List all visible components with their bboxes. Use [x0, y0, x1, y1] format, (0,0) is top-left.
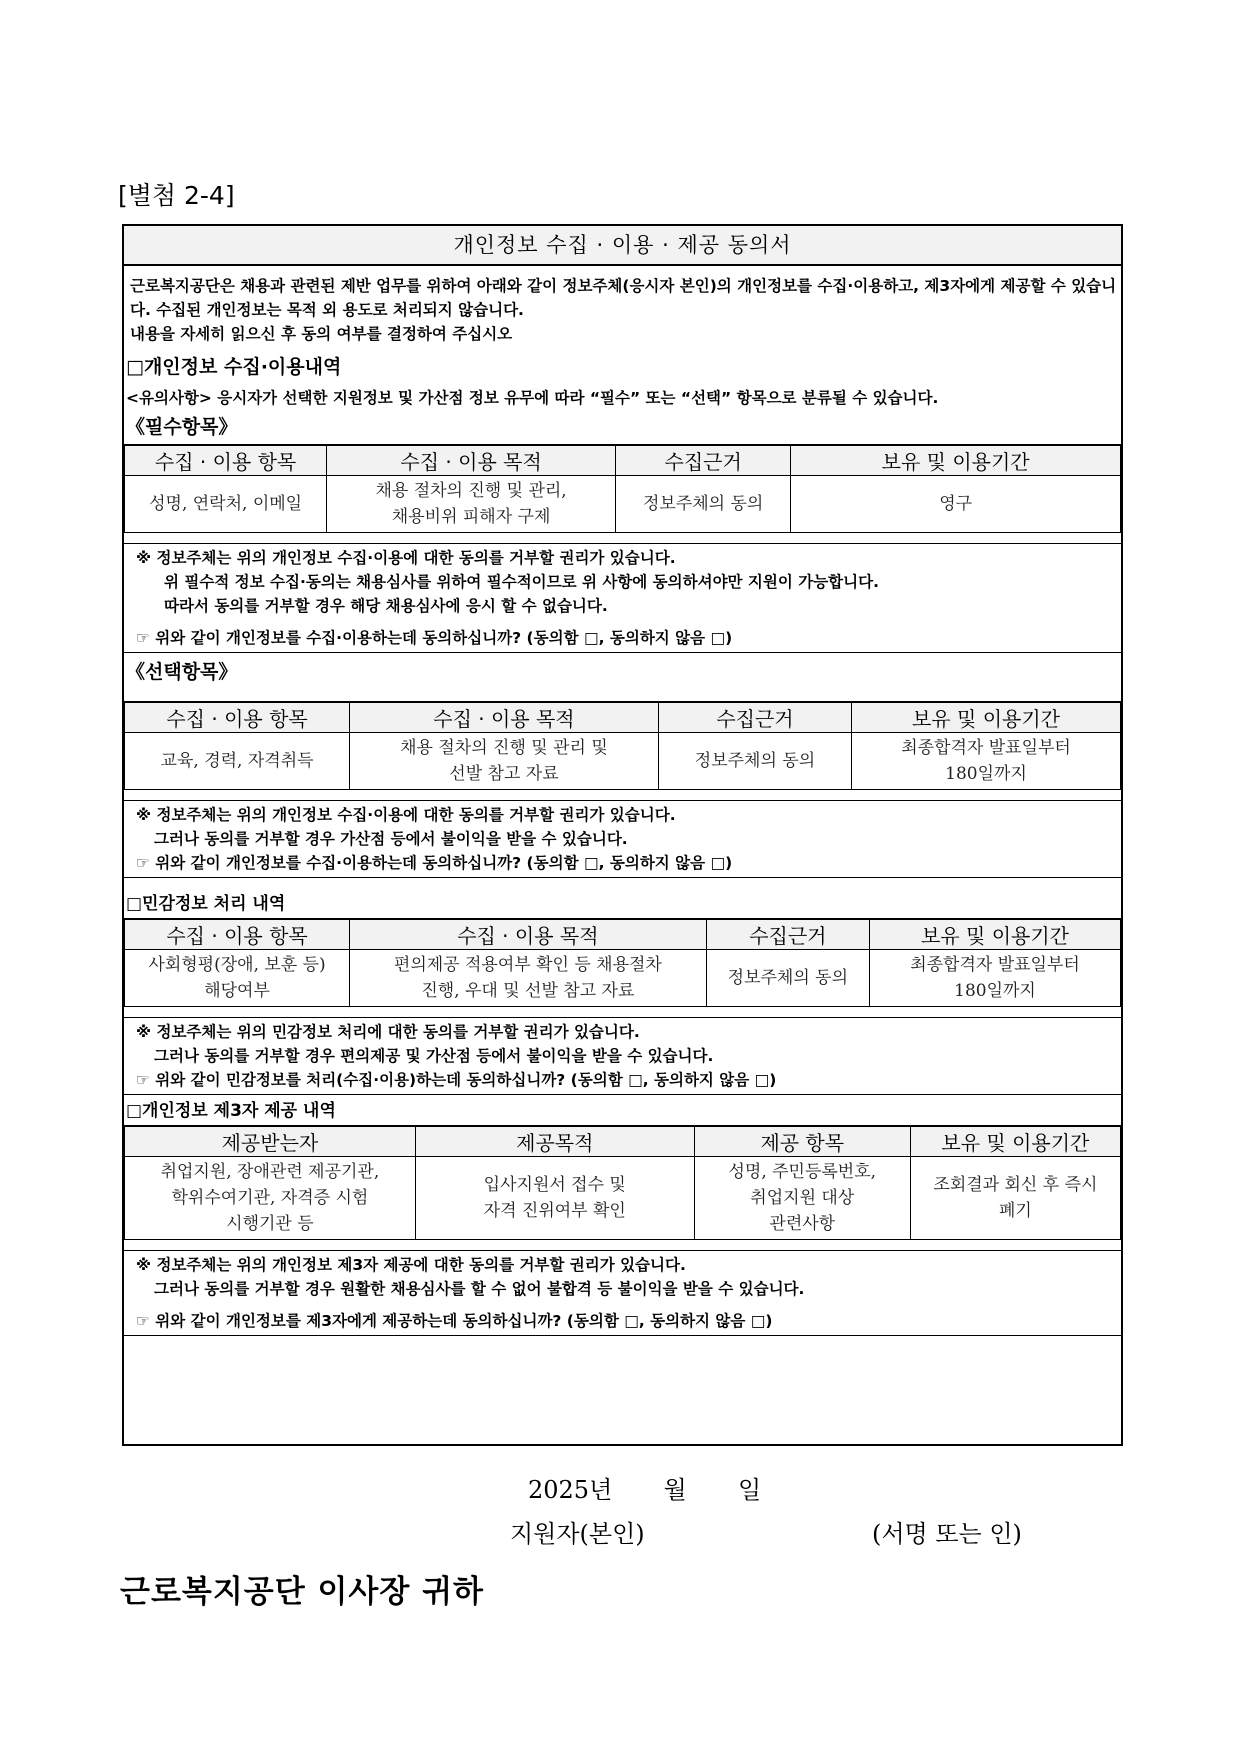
required-table: [124, 444, 1121, 533]
consent-right-notice: ※ 정보주체는 위의 개인정보 제3자 제공에 대한 동의를 거부할 권리가 있습니다.: [136, 1256, 686, 1274]
consent-detail: 그러나 동의를 거부할 경우 원활한 채용심사를 할 수 없어 불합격 등 불이익을 받을 수 있습니다.: [154, 1280, 805, 1298]
cell-period-line: 폐기: [998, 1201, 1032, 1221]
signature-line: [510, 1514, 1070, 1549]
consent-detail: 따라서 동의를 거부할 경우 해당 채용심사에 응시 할 수 없습니다.: [164, 597, 608, 615]
date-day[interactable]: 일: [738, 1476, 762, 1504]
cell-purpose-line: 채용비위 피해자 구제: [391, 507, 551, 527]
cell-purpose-line: 진행, 우대 및 선발 참고 자료: [421, 981, 635, 1001]
consent-form: [122, 224, 1123, 1446]
table-row: [125, 950, 1121, 1007]
header-basis: 수집근거: [616, 445, 791, 476]
third-party-consent-box: [124, 1250, 1121, 1336]
header-purpose: 수집 · 이용 목적: [327, 445, 616, 476]
required-consent-box: [124, 543, 1121, 653]
third-party-table: [124, 1125, 1121, 1240]
date-year: 2025년: [528, 1476, 613, 1504]
optional-heading: 《선택항목》: [126, 661, 238, 683]
required-consent-question[interactable]: ☞ 위와 같이 개인정보를 수집·이용하는데 동의하십니까? (동의함 □, 동의하지 않음 □): [136, 629, 733, 647]
sensitive-heading: □민감정보 처리 내역: [126, 894, 286, 914]
section-collection-title: □개인정보 수집·이용내역: [126, 356, 342, 378]
header-period: 보유 및 이용기간: [910, 1126, 1120, 1157]
date-month[interactable]: 월: [663, 1476, 687, 1504]
date-line: [528, 1470, 761, 1505]
header-item: 수집 · 이용 항목: [125, 445, 327, 476]
cell-period: [910, 1157, 1120, 1240]
cell-period-line: 조회결과 회신 후 즉시: [933, 1175, 1098, 1195]
header-basis: 수집근거: [658, 702, 851, 733]
optional-consent-question[interactable]: ☞ 위와 같이 개인정보를 수집·이용하는데 동의하십니까? (동의함 □, 동의하지 않음 □): [136, 854, 733, 872]
cell-recipient: [125, 1157, 416, 1240]
consent-detail: 위 필수적 정보 수집·동의는 채용심사를 위하여 필수적이므로 위 사항에 동의하셔야만 지원이 가능합니다.: [164, 573, 879, 591]
cell-period-line: 최종합격자 발표일부터: [910, 955, 1080, 975]
cell-item-line: 사회형평(장애, 보훈 등): [148, 955, 326, 975]
cell-period: 영구: [791, 476, 1121, 533]
consent-right-notice: ※ 정보주체는 위의 개인정보 수집·이용에 대한 동의를 거부할 권리가 있습니다.: [136, 549, 676, 567]
cell-basis: 정보주체의 동의: [616, 476, 791, 533]
cell-purpose: [350, 950, 707, 1007]
cell-recipient-line: 학위수여기관, 자격증 시험: [171, 1188, 369, 1208]
cell-purpose-line: 채용 절차의 진행 및 관리 및: [400, 738, 608, 758]
third-party-heading: □개인정보 제3자 제공 내역: [126, 1101, 336, 1121]
consent-detail: 그러나 동의를 거부할 경우 가산점 등에서 불이익을 받을 수 있습니다.: [154, 830, 628, 848]
applicant-label: 지원자(본인): [510, 1520, 645, 1548]
header-items: 제공 항목: [694, 1126, 910, 1157]
cell-purpose: [327, 476, 616, 533]
cell-period-line: 최종합격자 발표일부터: [901, 738, 1071, 758]
cell-purpose-line: 채용 절차의 진행 및 관리,: [375, 481, 567, 501]
signature-field[interactable]: (서명 또는 인): [872, 1520, 1022, 1548]
cell-purpose: [415, 1157, 694, 1240]
header-purpose: 수집 · 이용 목적: [350, 702, 659, 733]
header-recipient: 제공받는자: [125, 1126, 416, 1157]
header-purpose: 제공목적: [415, 1126, 694, 1157]
sensitive-table: [124, 918, 1121, 1007]
cell-period: [870, 950, 1121, 1007]
cell-purpose-line: 선발 참고 자료: [449, 764, 559, 784]
intro-paragraph: [124, 266, 1121, 348]
consent-detail: 그러나 동의를 거부할 경우 편의제공 및 가산점 등에서 불이익을 받을 수 있습니다.: [154, 1047, 714, 1065]
header-item: 수집 · 이용 항목: [125, 702, 350, 733]
attachment-label: [별첨 2-4]: [118, 181, 235, 210]
consent-right-notice: ※ 정보주체는 위의 민감정보 처리에 대한 동의를 거부할 권리가 있습니다.: [136, 1023, 640, 1041]
cell-items-line: 취업지원 대상: [750, 1188, 855, 1208]
optional-consent-box: [124, 800, 1121, 878]
cell-basis: 정보주체의 동의: [658, 733, 851, 790]
cell-period: [852, 733, 1121, 790]
cell-item: [125, 950, 350, 1007]
addressee: 근로복지공단 이사장 귀하: [120, 1574, 484, 1610]
header-basis: 수집근거: [706, 919, 869, 950]
table-row: [125, 733, 1121, 790]
cell-item: 성명, 연락처, 이메일: [125, 476, 327, 533]
cell-basis: 정보주체의 동의: [706, 950, 869, 1007]
table-row: [125, 1157, 1121, 1240]
cell-items-line: 관련사항: [769, 1214, 836, 1234]
cell-recipient-line: 취업지원, 장애관련 제공기관,: [160, 1162, 380, 1182]
header-period: 보유 및 이용기간: [791, 445, 1121, 476]
sensitive-consent-question[interactable]: ☞ 위와 같이 민감정보를 처리(수집·이용)하는데 동의하십니까? (동의함 □, 동의하지 않음 □): [136, 1071, 777, 1089]
cell-recipient-line: 시행기관 등: [226, 1214, 314, 1234]
form-title: 개인정보 수집 · 이용 · 제공 동의서: [124, 226, 1121, 266]
header-item: 수집 · 이용 항목: [125, 919, 350, 950]
intro-line-1: 근로복지공단은 채용과 관련된 제반 업무를 위하여 아래와 같이 정보주체(응시자 본인)의 개인정보를 수집·이용하고, 제3자에게 제공할 수 있습니다. 수집된 개인정보는 목적 외 용도로 처리되지 않습니다.: [130, 277, 1117, 319]
optional-table: [124, 701, 1121, 790]
third-party-consent-question[interactable]: ☞ 위와 같이 개인정보를 제3자에게 제공하는데 동의하십니까? (동의함 □, 동의하지 않음 □): [136, 1312, 773, 1330]
cell-item-line: 해당여부: [204, 981, 270, 1001]
cell-period-line: 180일까지: [954, 981, 1036, 1001]
cell-purpose: [350, 733, 659, 790]
cell-items-line: 성명, 주민등록번호,: [728, 1162, 877, 1182]
consent-right-notice: ※ 정보주체는 위의 개인정보 수집·이용에 대한 동의를 거부할 권리가 있습니다.: [136, 806, 676, 824]
cell-purpose-line: 자격 진위여부 확인: [483, 1201, 626, 1221]
cell-items: [694, 1157, 910, 1240]
required-heading: 《필수항목》: [126, 416, 238, 438]
header-period: 보유 및 이용기간: [852, 702, 1121, 733]
table-row: [125, 476, 1121, 533]
cell-purpose-line: 입사지원서 접수 및: [483, 1175, 626, 1195]
sensitive-consent-box: [124, 1017, 1121, 1095]
cell-period-line: 180일까지: [945, 764, 1027, 784]
notice-text: <유의사항> 응시자가 선택한 지원정보 및 가산점 정보 유무에 따라 “필수” 또는 “선택” 항목으로 분류될 수 있습니다.: [126, 389, 939, 407]
header-period: 보유 및 이용기간: [870, 919, 1121, 950]
cell-item: 교육, 경력, 자격취득: [125, 733, 350, 790]
intro-line-2: 내용을 자세히 읽으신 후 동의 여부를 결정하여 주십시오: [130, 325, 513, 343]
header-purpose: 수집 · 이용 목적: [350, 919, 707, 950]
cell-purpose-line: 편의제공 적용여부 확인 등 채용절차: [393, 955, 662, 975]
